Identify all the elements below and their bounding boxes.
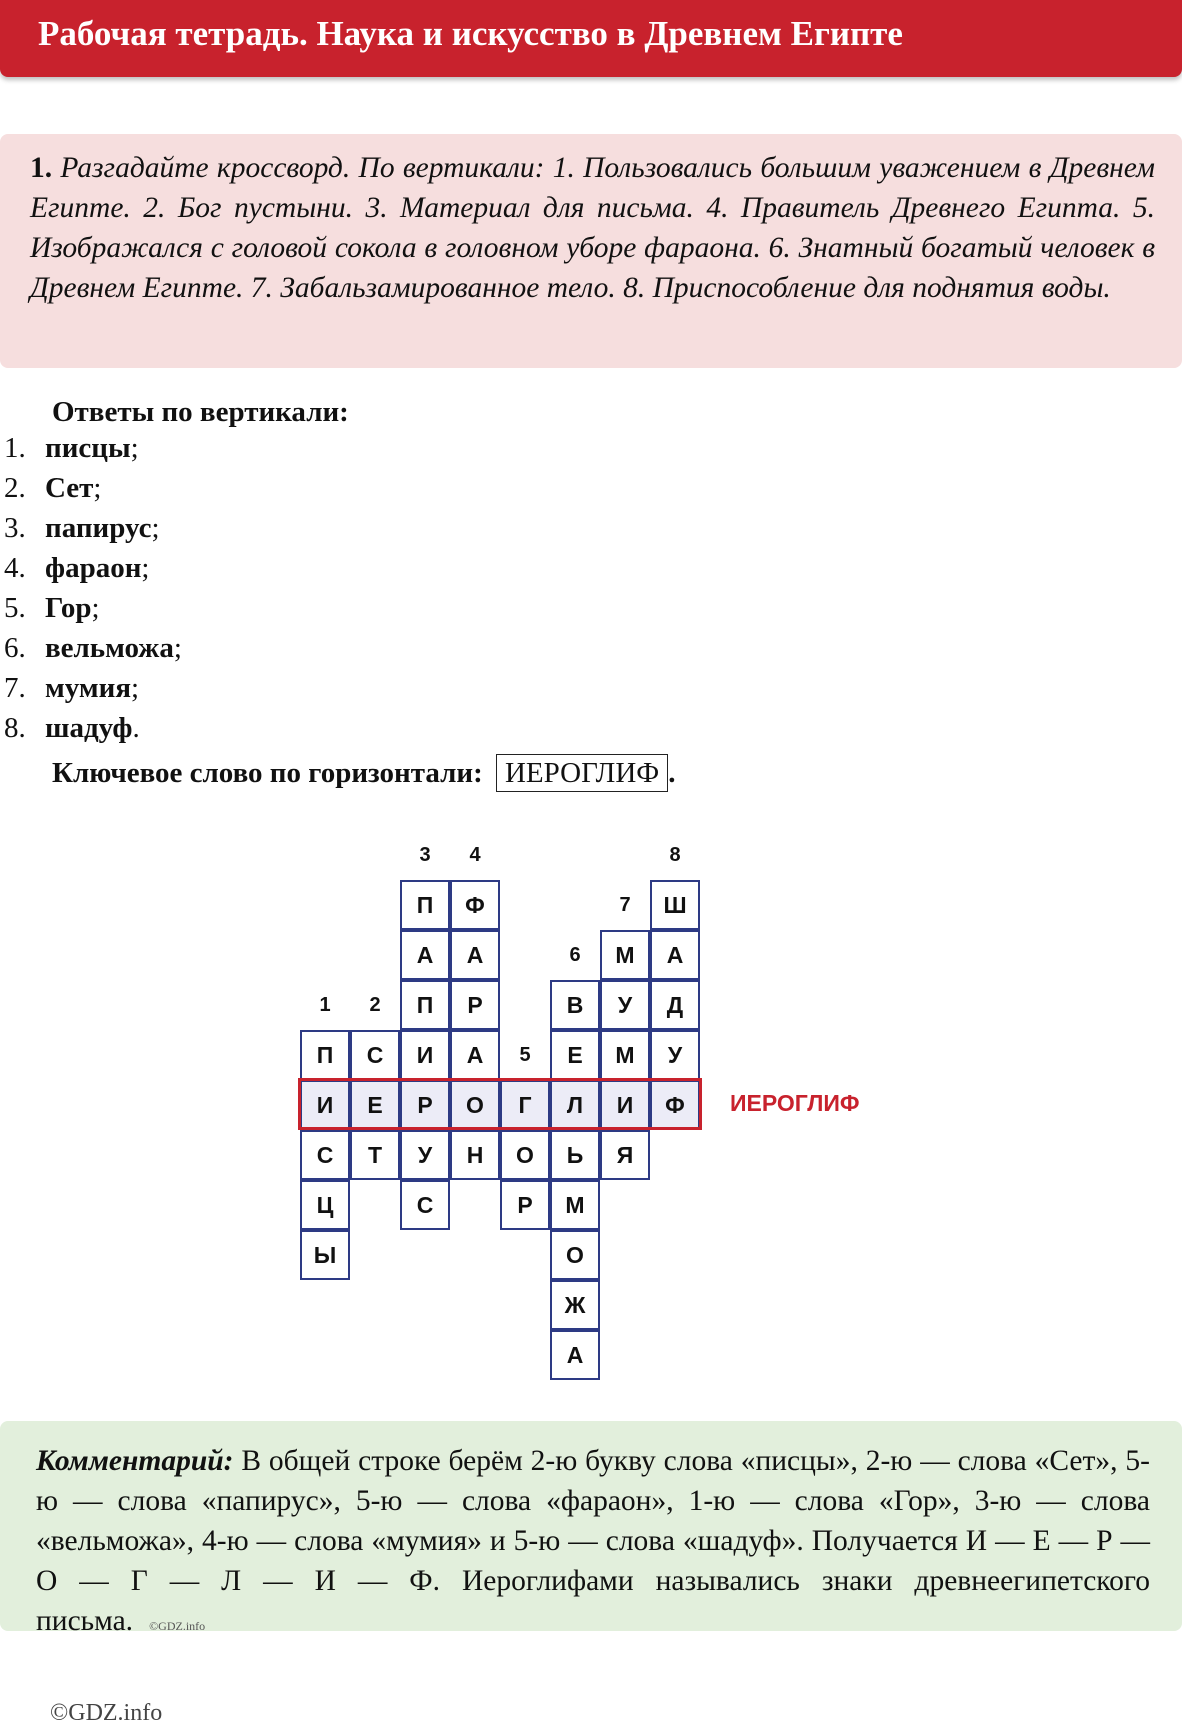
answer-number: 5. <box>4 592 26 624</box>
comment-watermark: ©GDZ.info <box>149 1619 206 1633</box>
keyword-row-highlight <box>298 1078 702 1130</box>
answer-punct: ; <box>131 672 140 704</box>
crossword-cell: С <box>300 1130 350 1180</box>
comment-label: Комментарий: <box>36 1445 234 1477</box>
crossword-clue-number: 5 <box>519 1044 531 1066</box>
crossword-cell: Е <box>350 1080 400 1130</box>
crossword-cell: Г <box>500 1080 550 1130</box>
crossword-cell: А <box>400 930 450 980</box>
crossword-cell: Н <box>450 1130 500 1180</box>
task-number: 1. <box>30 152 53 184</box>
crossword-cell: В <box>550 980 600 1030</box>
answer-number: 8. <box>4 712 26 744</box>
answer-number: 6. <box>4 632 26 664</box>
crossword-cell: У <box>650 1030 700 1080</box>
answer-punct: ; <box>173 632 182 664</box>
keyword-row-label: ИЕРОГЛИФ <box>730 1090 860 1116</box>
crossword-cell: Ж <box>550 1280 600 1330</box>
crossword-cell: У <box>400 1130 450 1180</box>
crossword-cell: С <box>400 1180 450 1230</box>
crossword-cell: Ц <box>300 1180 350 1230</box>
answer-punct: ; <box>151 512 160 544</box>
crossword-cell: Ф <box>650 1080 700 1130</box>
keyword-end: . <box>668 757 676 789</box>
crossword-cell: П <box>400 980 450 1030</box>
crossword-cell: И <box>600 1080 650 1130</box>
crossword-cell: А <box>450 930 500 980</box>
answer-word: вельможа <box>45 632 174 664</box>
answer-punct: ; <box>91 592 100 624</box>
answer-word: писцы <box>45 432 131 464</box>
comment-text <box>36 1441 1150 1646</box>
crossword-cell: А <box>450 1030 500 1080</box>
answer-punct: ; <box>130 432 139 464</box>
keyword-answer-box: ИЕРОГЛИФ <box>496 754 668 792</box>
crossword-cell: Д <box>650 980 700 1030</box>
crossword-cell: Р <box>500 1180 550 1230</box>
crossword-cell: Ь <box>550 1130 600 1180</box>
answer-word: шадуф <box>45 712 133 744</box>
crossword-cell: О <box>450 1080 500 1130</box>
crossword-cell: Р <box>450 980 500 1030</box>
answer-punct: ; <box>141 552 150 584</box>
comment-body: В общей строке берём 2-ю букву слова «писцы», 2-ю — слова «Сет», 5-ю — слова «папирус», 5-ю — слова «фараон», 1-ю — слова «Гор», 3-ю — слова «вельможа», 4-ю — слова «мумия» и 5-ю — слова «шадуф». Получается И — Е — Р — О — Г — Л — И — Ф. Иероглифами назывались знаки древнеегипетского письма. <box>36 1445 1150 1637</box>
answer-word: мумия <box>45 672 132 704</box>
crossword-cell: Я <box>600 1130 650 1180</box>
answer-punct: . <box>132 712 140 744</box>
crossword-clue-number: 6 <box>569 944 581 966</box>
crossword-cell: А <box>650 930 700 980</box>
crossword-clue-number: 3 <box>419 844 431 866</box>
crossword-cell: О <box>550 1230 600 1280</box>
crossword-cell: С <box>350 1030 400 1080</box>
crossword-cell: У <box>600 980 650 1030</box>
crossword-clue-number: 2 <box>369 994 381 1016</box>
crossword-cell: М <box>550 1180 600 1230</box>
footer-copyright: ©GDZ.info <box>50 1700 163 1726</box>
answer-punct: ; <box>93 472 102 504</box>
crossword-cell: Ф <box>450 880 500 930</box>
crossword-cell: О <box>500 1130 550 1180</box>
crossword-cell: Ы <box>300 1230 350 1280</box>
keyword-label: Ключевое слово по горизонтали: <box>52 757 483 789</box>
task-question: Разгадайте кроссворд. По вертикали: 1. Пользовались большим уважением в Древнем Египте. 2. Бог пустыни. 3. Материал для письма. 4. Правитель Древнего Египта. 5. Изображался с головой сокола в головном уборе фараона. 6. Знатный богатый человек в Древнем Египте. 7. Забальзамированное тело. 8. Приспособление для поднятия воды. <box>30 152 1155 304</box>
crossword-cell: А <box>550 1330 600 1380</box>
crossword-cell: И <box>400 1030 450 1080</box>
crossword-cell: Т <box>350 1130 400 1180</box>
crossword-cell: Е <box>550 1030 600 1080</box>
answer-number: 4. <box>4 552 26 584</box>
answer-number: 1. <box>4 432 26 464</box>
crossword-clue-number: 7 <box>619 894 631 916</box>
answer-word: папирус <box>45 512 152 544</box>
answer-word: Гор <box>45 592 92 624</box>
answer-number: 2. <box>4 472 26 504</box>
crossword-clue-number: 8 <box>669 844 681 866</box>
crossword-cell: П <box>300 1030 350 1080</box>
crossword-clue-number: 4 <box>469 844 481 866</box>
crossword-cell: И <box>300 1080 350 1130</box>
crossword-cell: М <box>600 930 650 980</box>
answer-number: 7. <box>4 672 26 704</box>
crossword-cell: М <box>600 1030 650 1080</box>
comment-box <box>0 1421 1182 1637</box>
crossword-cell: П <box>400 880 450 930</box>
crossword-cell: Л <box>550 1080 600 1130</box>
answer-word: Сет <box>45 472 94 504</box>
crossword-cell: Р <box>400 1080 450 1130</box>
crossword-clue-number: 1 <box>319 994 331 1016</box>
answer-word: фараон <box>45 552 142 584</box>
answers-heading: Ответы по вертикали: <box>52 396 349 428</box>
crossword-cell: Ш <box>650 880 700 930</box>
page-title: Рабочая тетрадь. Наука и искусство в Древнем Египте <box>38 14 903 53</box>
answer-number: 3. <box>4 512 26 544</box>
